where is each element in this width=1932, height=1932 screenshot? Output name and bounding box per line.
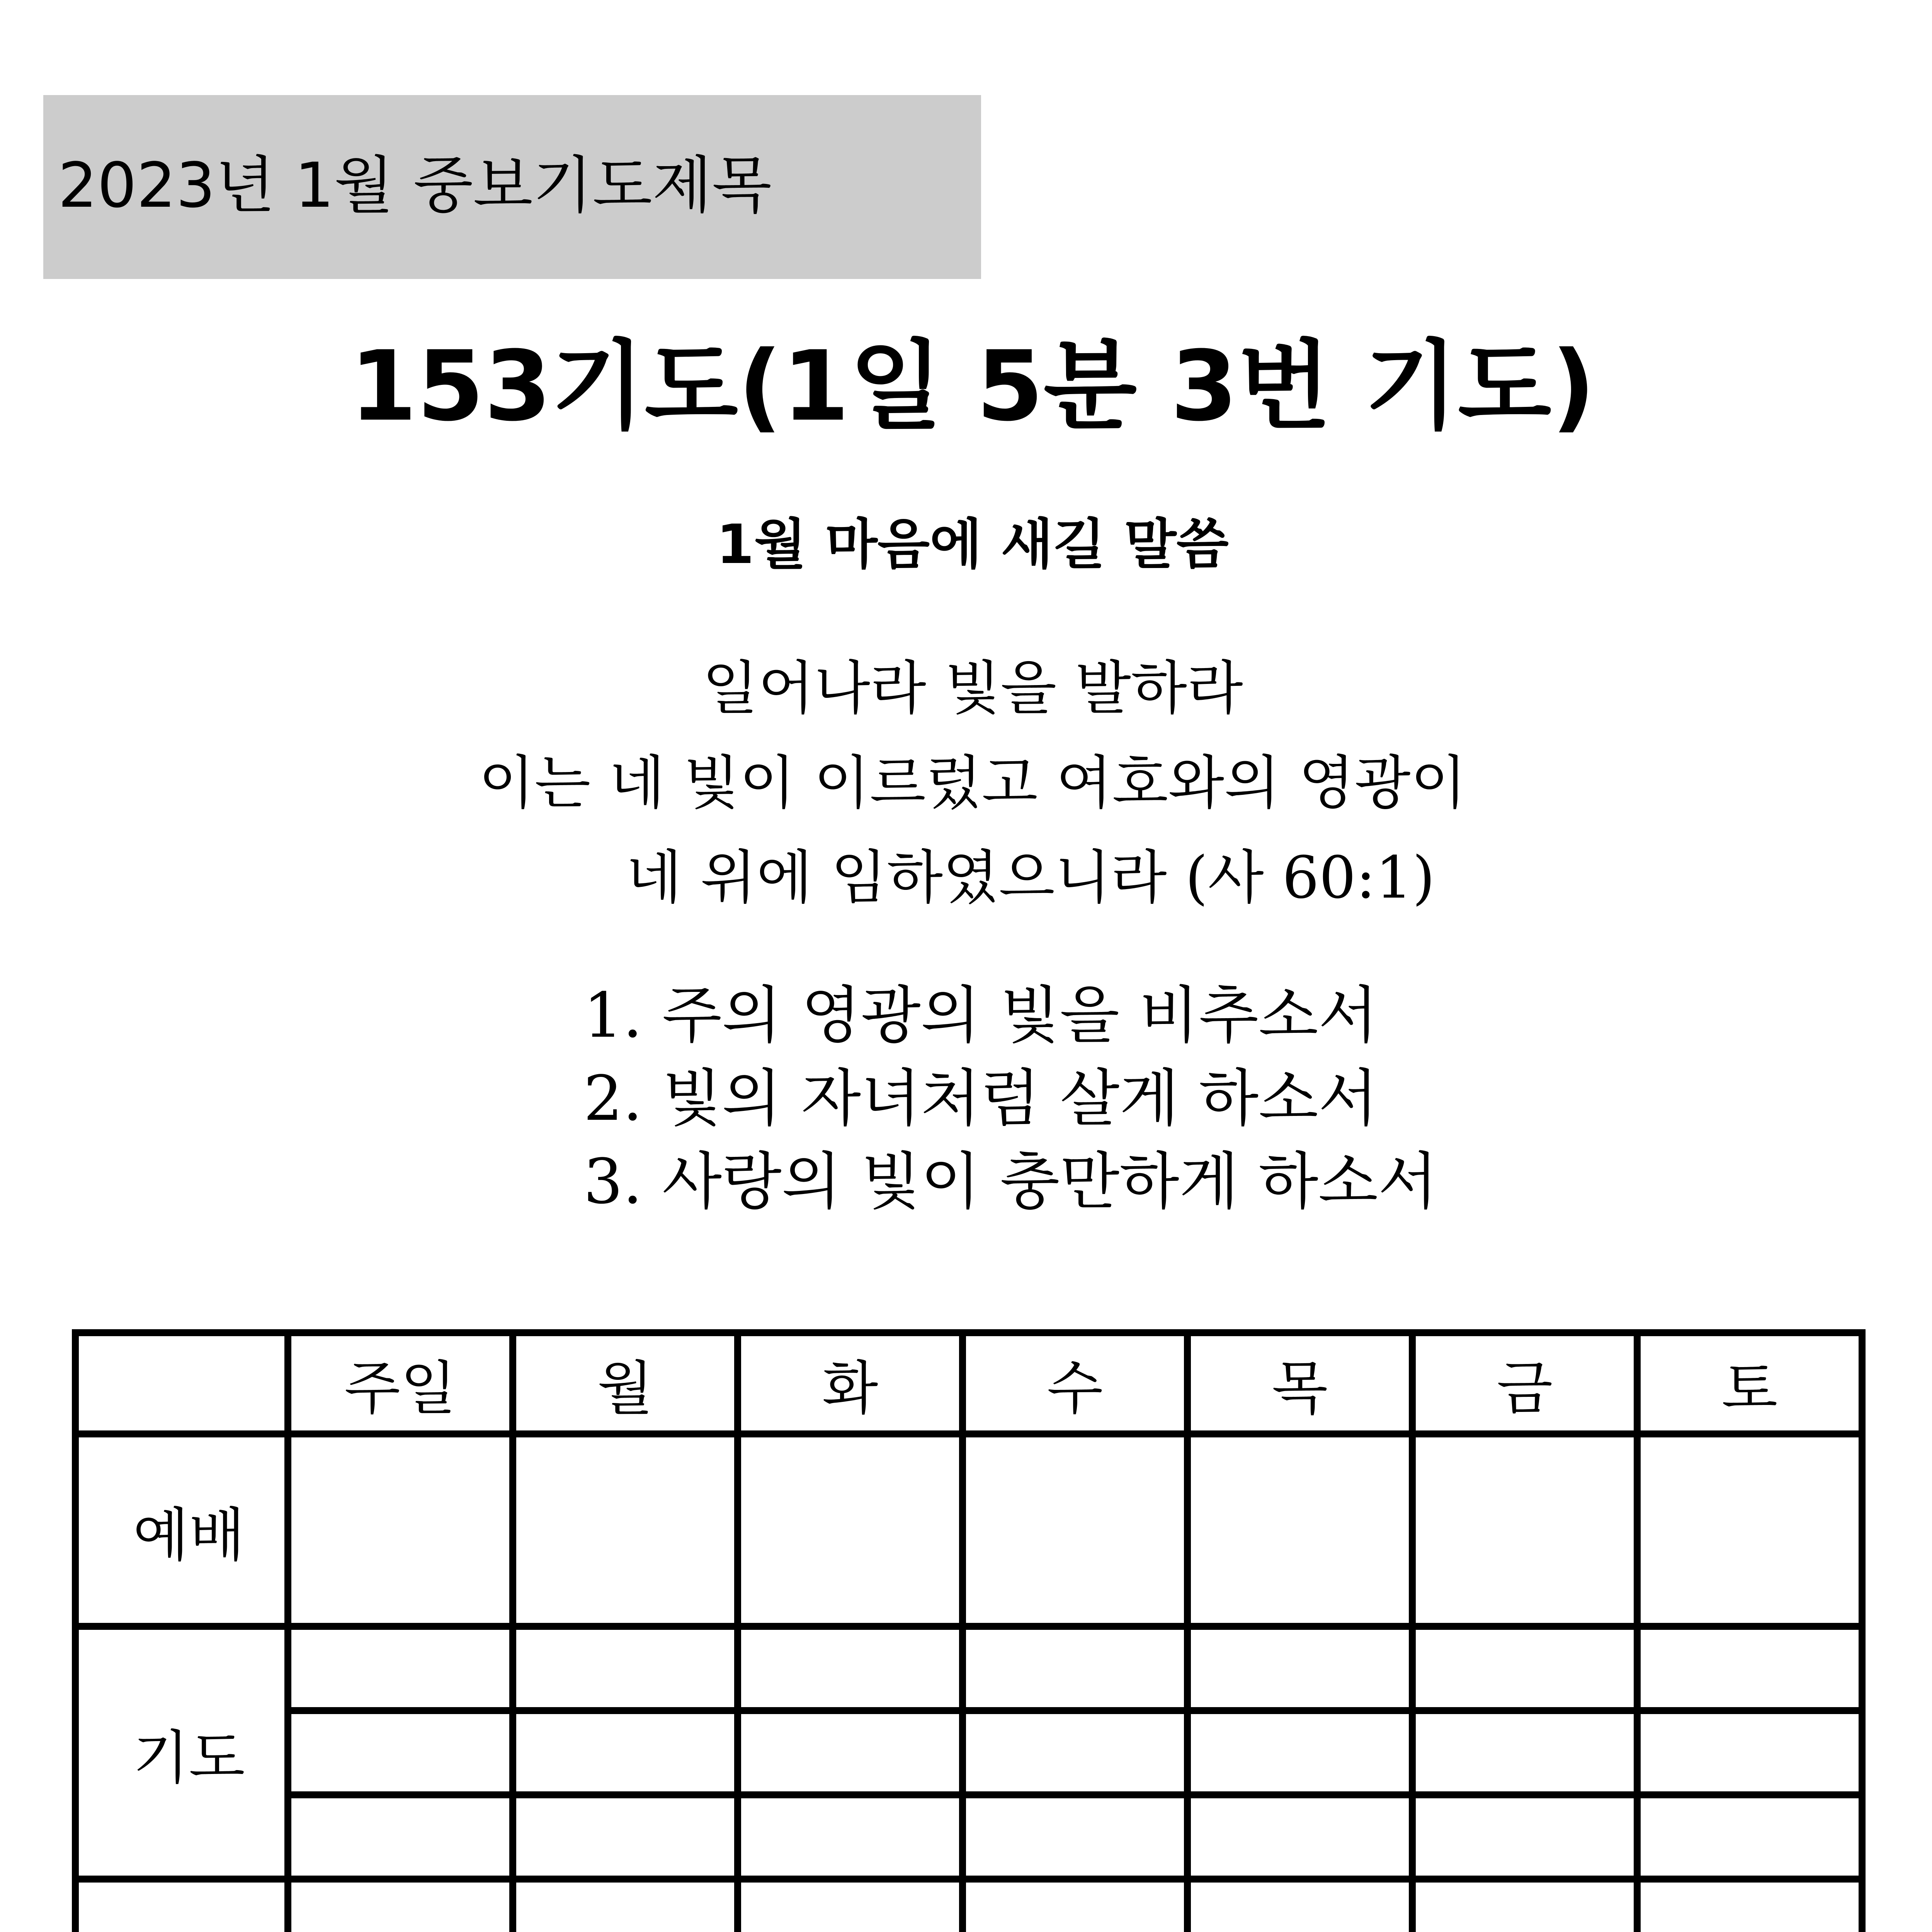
day-header: 수 — [963, 1333, 1187, 1434]
prayer-item: 2. 빛의 자녀처럼 살게 하소서 — [583, 1062, 1378, 1134]
table-row — [75, 1795, 1862, 1879]
verse-line: 이는 네 빛이 이르렀고 여호와의 영광이 — [478, 750, 1467, 817]
header-label: 2023년 1월 중보기도제목 — [58, 149, 772, 221]
check-cell[interactable] — [1412, 1795, 1637, 1879]
table-header-row — [75, 1333, 1862, 1434]
check-cell[interactable] — [1637, 1434, 1862, 1626]
table-row — [75, 1711, 1862, 1795]
weekly-tracker-table — [72, 1329, 1866, 1932]
prayer-list — [583, 974, 1438, 1223]
check-cell[interactable] — [1412, 1711, 1637, 1795]
verse-line: 네 위에 임하였으니라 (사 60:1) — [626, 844, 1435, 912]
check-cell[interactable] — [288, 1879, 513, 1932]
scripture-verse — [0, 641, 1932, 925]
check-cell[interactable] — [963, 1711, 1187, 1795]
row-label-word — [75, 1879, 288, 1932]
check-cell[interactable] — [963, 1795, 1187, 1879]
check-cell[interactable] — [1187, 1795, 1412, 1879]
check-cell[interactable] — [963, 1626, 1187, 1711]
day-header: 금 — [1412, 1333, 1637, 1434]
check-cell[interactable] — [1637, 1711, 1862, 1795]
check-cell[interactable] — [513, 1879, 738, 1932]
check-cell[interactable] — [1637, 1795, 1862, 1879]
day-header: 주일 — [288, 1333, 513, 1434]
check-cell[interactable] — [963, 1879, 1187, 1932]
row-label-prayer: 기도 — [75, 1626, 288, 1879]
check-cell[interactable] — [513, 1711, 738, 1795]
table-row — [75, 1434, 1862, 1626]
check-cell[interactable] — [738, 1711, 963, 1795]
check-cell[interactable] — [963, 1434, 1187, 1626]
page-title: 153기도(1일 5분 3번 기도) — [350, 330, 1595, 442]
check-cell[interactable] — [1412, 1879, 1637, 1932]
day-header: 토 — [1637, 1333, 1862, 1434]
prayer-item: 1. 주의 영광의 빛을 비추소서 — [583, 979, 1378, 1051]
check-cell[interactable] — [513, 1626, 738, 1711]
check-cell[interactable] — [738, 1626, 963, 1711]
corner-cell — [75, 1333, 288, 1434]
check-cell[interactable] — [1187, 1626, 1412, 1711]
check-cell[interactable] — [288, 1711, 513, 1795]
check-cell[interactable] — [513, 1795, 738, 1879]
check-cell[interactable] — [1637, 1879, 1862, 1932]
check-cell[interactable] — [1187, 1434, 1412, 1626]
day-header: 월 — [513, 1333, 738, 1434]
check-cell[interactable] — [1412, 1626, 1637, 1711]
check-cell[interactable] — [1412, 1434, 1637, 1626]
day-header: 목 — [1187, 1333, 1412, 1434]
check-cell[interactable] — [288, 1795, 513, 1879]
check-cell[interactable] — [738, 1434, 963, 1626]
check-cell[interactable] — [738, 1795, 963, 1879]
check-cell[interactable] — [1187, 1711, 1412, 1795]
prayer-item: 3. 사랑의 빛이 충만하게 하소서 — [583, 1145, 1438, 1218]
table-row — [75, 1626, 1862, 1711]
check-cell[interactable] — [738, 1879, 963, 1932]
day-header: 화 — [738, 1333, 963, 1434]
check-cell[interactable] — [513, 1434, 738, 1626]
row-label-worship: 예배 — [75, 1434, 288, 1626]
check-cell[interactable] — [288, 1434, 513, 1626]
table-row — [75, 1879, 1862, 1932]
page-subtitle: 1월 마음에 새길 말씀 — [716, 513, 1229, 576]
check-cell[interactable] — [1187, 1879, 1412, 1932]
verse-line: 일어나라 빛을 발하라 — [702, 655, 1243, 722]
check-cell[interactable] — [1637, 1626, 1862, 1711]
check-cell[interactable] — [288, 1626, 513, 1711]
